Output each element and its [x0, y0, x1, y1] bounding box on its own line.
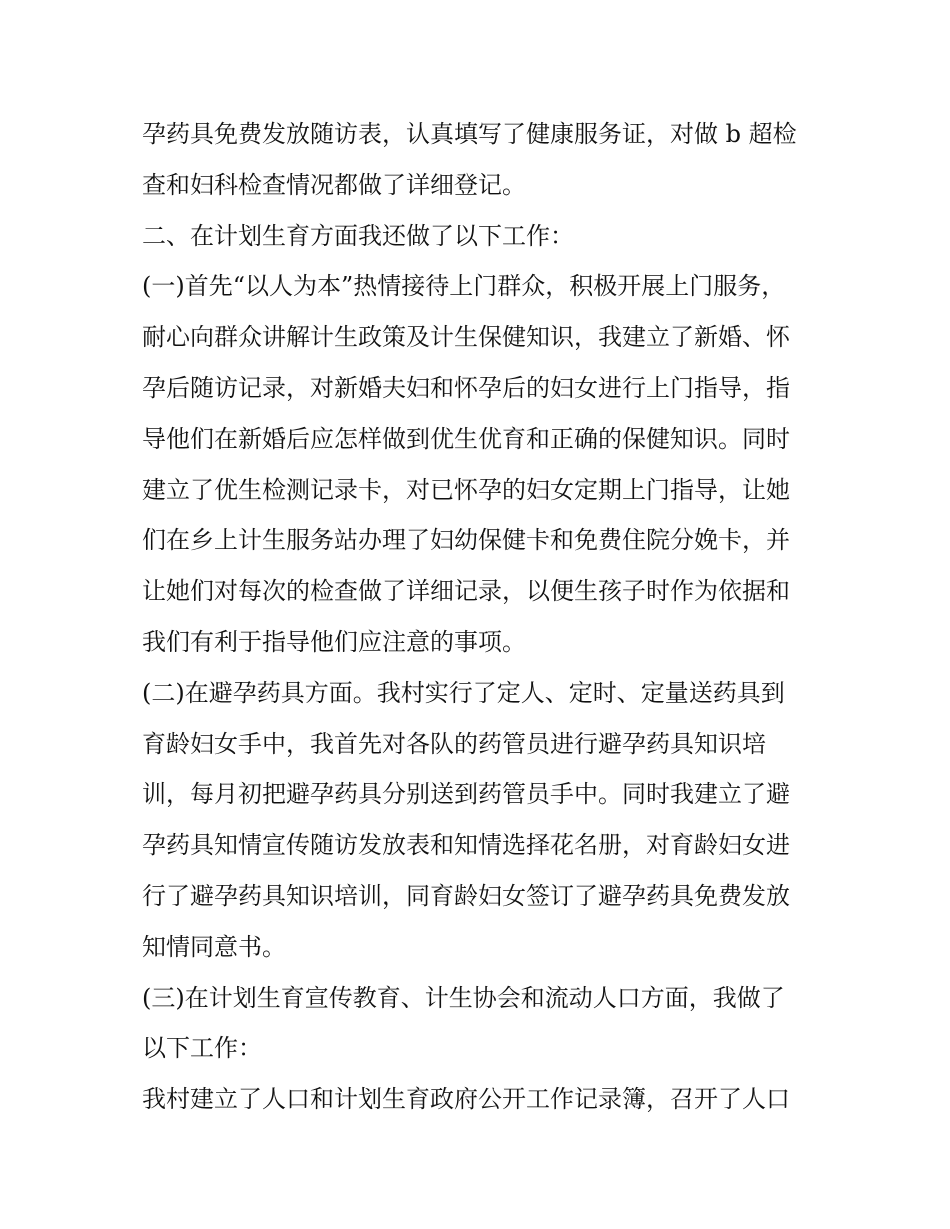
text-line: 以下工作： — [142, 1034, 262, 1063]
text-line: 查和妇科检查情况都做了详细登记。 — [142, 170, 526, 199]
text-line: 孕药具免费发放随访表，认真填写了健康服务证，对做 b 超检 — [142, 120, 797, 148]
text-line: 我村建立了人口和计划生育政府公开工作记录簿，召开了人口 — [142, 1085, 790, 1114]
document-body — [142, 109, 822, 1125]
text-line: 知情同意书。 — [142, 932, 286, 961]
text-line: 行了避孕药具知识培训，同育龄妇女签订了避孕药具免费发放 — [142, 881, 790, 910]
section-heading: 二、在计划生育方面我还做了以下工作： — [142, 221, 574, 250]
text-line: (二)在避孕药具方面。我村实行了定人、定时、定量送药具到 — [142, 678, 785, 707]
text-line: 育龄妇女手中，我首先对各队的药管员进行避孕药具知识培 — [142, 729, 766, 758]
text-line: 训，每月初把避孕药具分别送到药管员手中。同时我建立了避 — [142, 780, 790, 809]
text-line: 我们有利于指导他们应注意的事项。 — [142, 627, 526, 656]
text-line: 孕药具知情宣传随访发放表和知情选择花名册，对育龄妇女进 — [142, 831, 790, 860]
text-line: 们在乡上计生服务站办理了妇幼保健卡和免费住院分娩卡，并 — [142, 526, 790, 555]
text-line: 让她们对每次的检查做了详细记录，以便生孩子时作为依据和 — [142, 577, 790, 606]
text-line: 孕后随访记录，对新婚夫妇和怀孕后的妇女进行上门指导，指 — [142, 373, 790, 402]
text-line: 耐心向群众讲解计生政策及计生保健知识，我建立了新婚、怀 — [142, 323, 790, 352]
text-line: 导他们在新婚后应怎样做到优生优育和正确的保健知识。同时 — [142, 424, 790, 453]
text-line: (三)在计划生育宣传教育、计生协会和流动人口方面，我做了 — [142, 983, 785, 1012]
text-line: 建立了优生检测记录卡，对已怀孕的妇女定期上门指导，让她 — [142, 475, 790, 504]
text-line: (一)首先“以人为本”热情接待上门群众，积极开展上门服务， — [142, 272, 786, 301]
